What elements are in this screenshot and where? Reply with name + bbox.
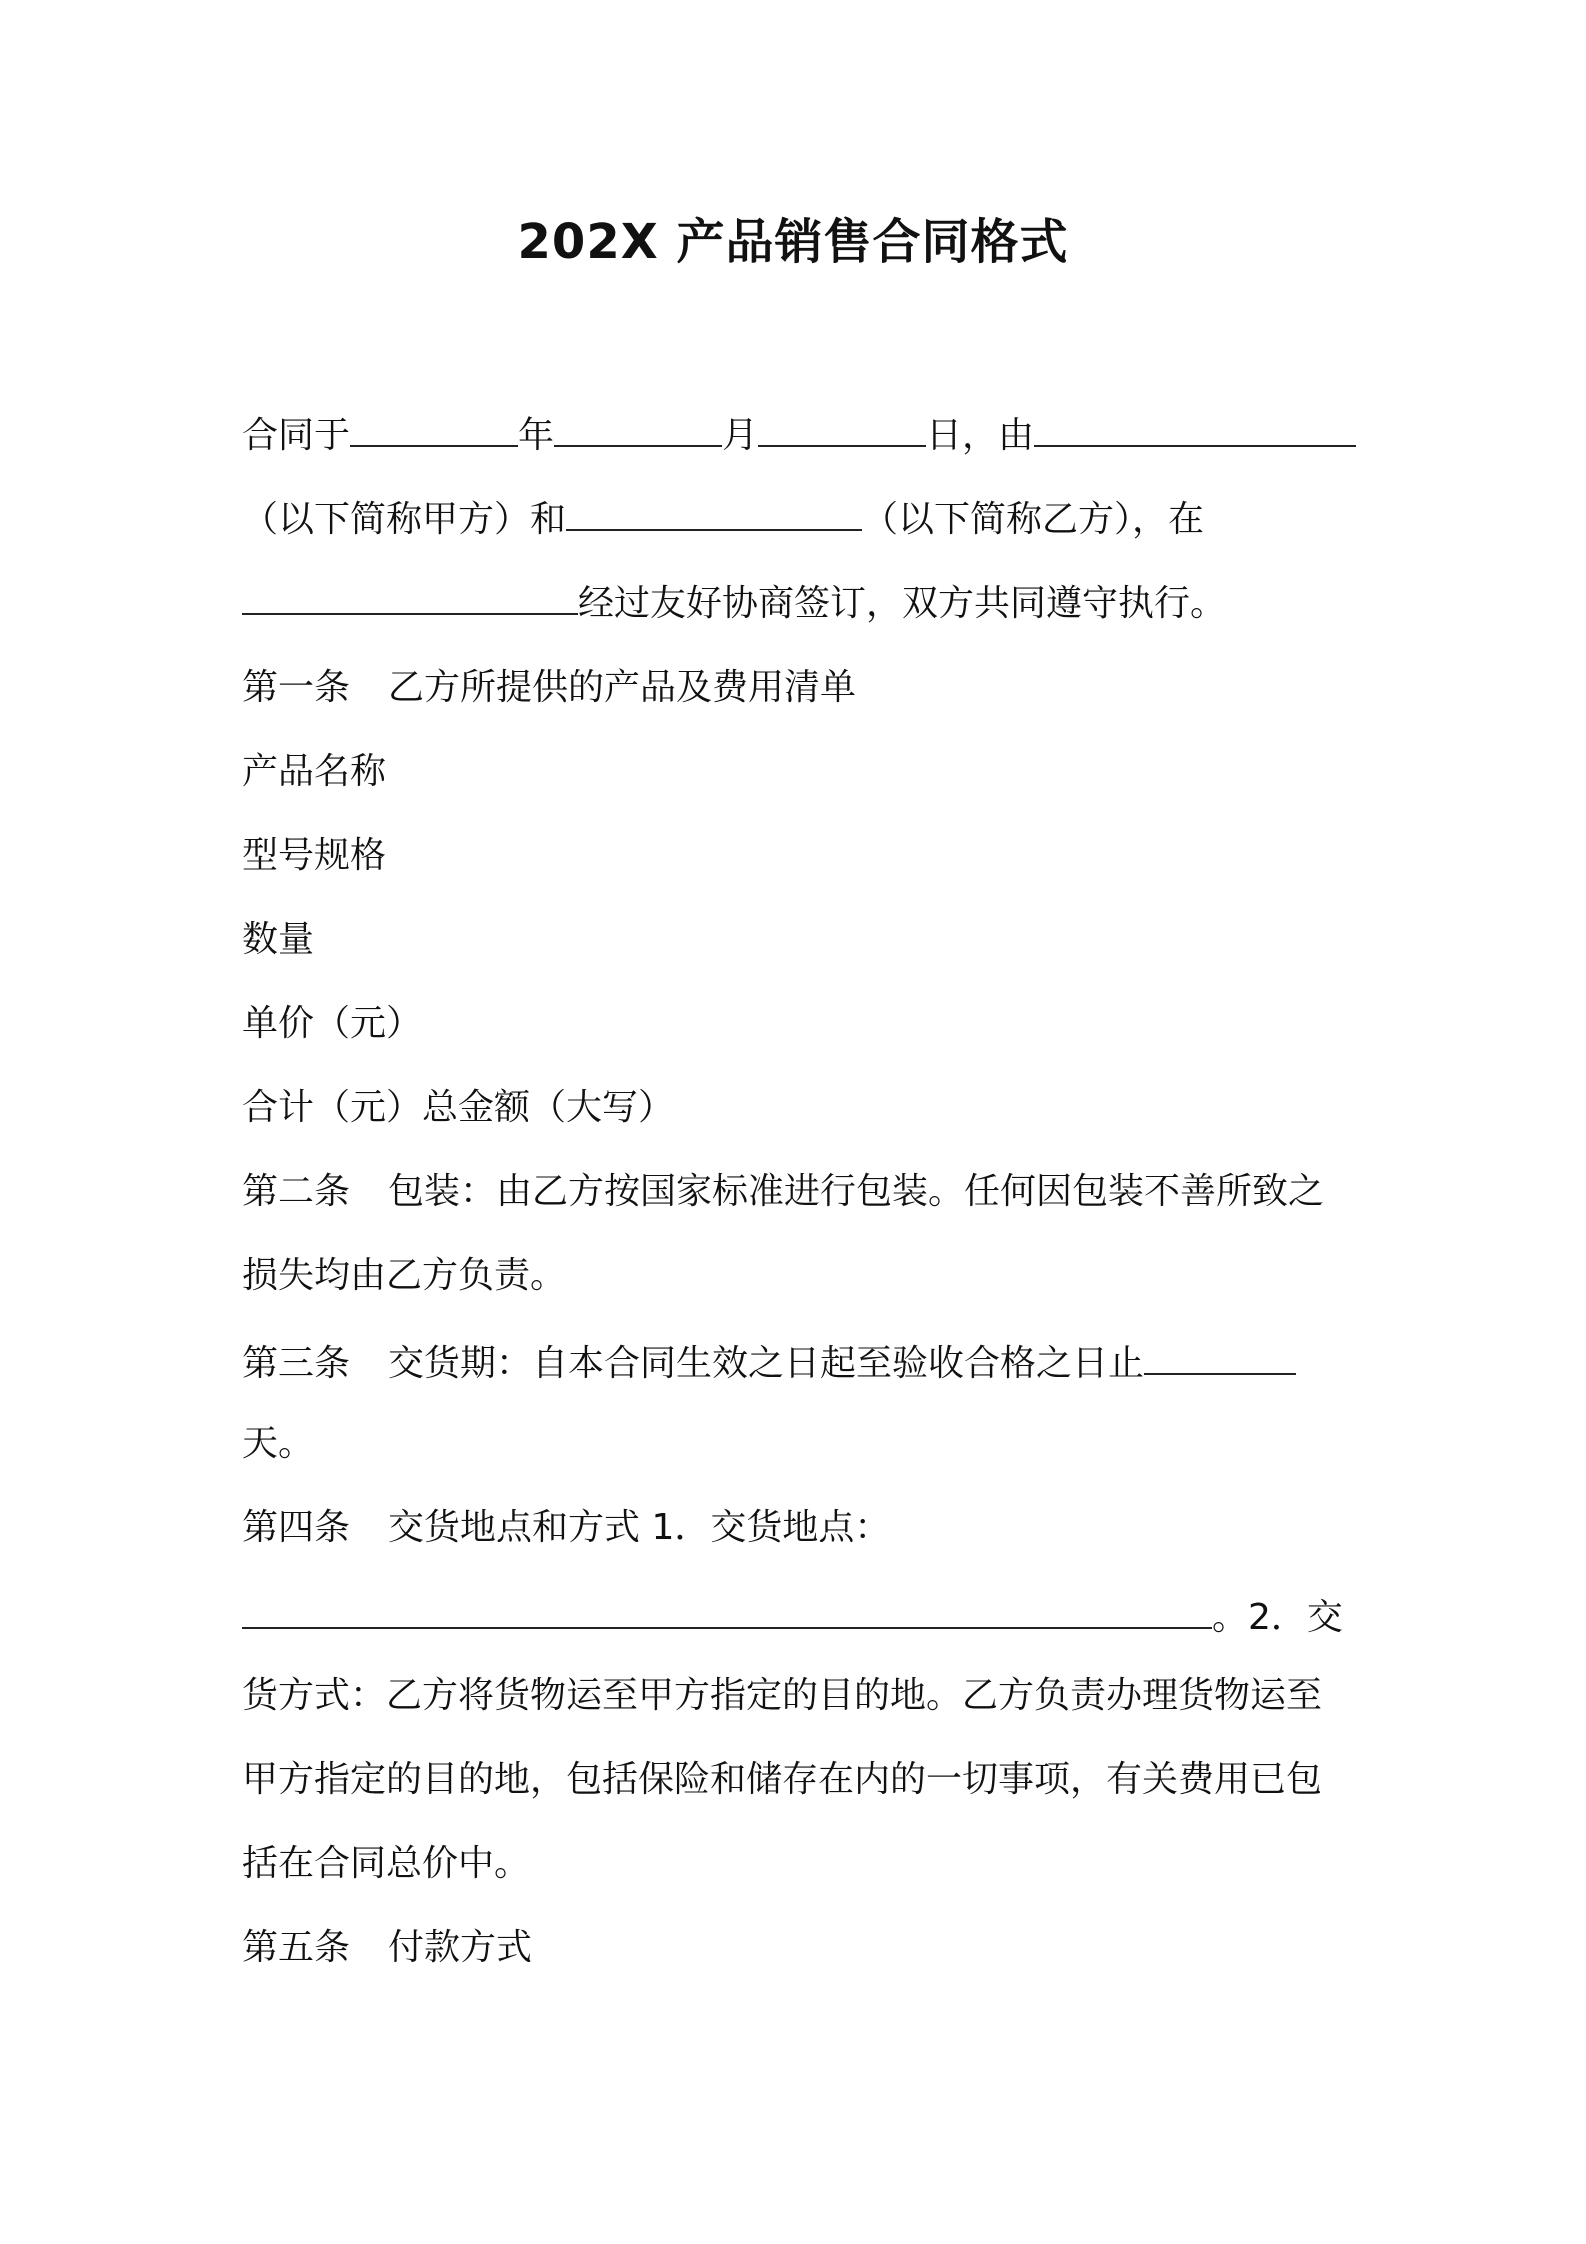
article-4-line-4: 甲方指定的目的地，包括保险和储存在内的一切事项，有关费用已包 bbox=[242, 1759, 1323, 1800]
list-item: 数量 bbox=[242, 919, 315, 960]
article-2-line-1 bbox=[242, 1168, 1324, 1216]
article-1-heading bbox=[242, 664, 856, 712]
article-3-line-1 bbox=[242, 1340, 1296, 1388]
article-3-line-2: 天。 bbox=[242, 1423, 315, 1464]
blank-party-b bbox=[566, 499, 862, 531]
intro-text: 年 bbox=[518, 415, 555, 456]
document-title: 202X 产品销售合同格式 bbox=[517, 214, 1069, 270]
article-title: 乙方所提供的产品及费用清单 bbox=[388, 667, 857, 708]
intro-text: 日，由 bbox=[926, 415, 1035, 456]
blank-month bbox=[554, 415, 722, 447]
article-text: 包装：由乙方按国家标准进行包装。任何因包装不善所致之 bbox=[388, 1171, 1325, 1212]
intro-text: （以下简称乙方），在 bbox=[862, 499, 1205, 540]
article-4-line-1 bbox=[242, 1504, 890, 1552]
article-number: 第三条 bbox=[242, 1343, 351, 1384]
article-number: 第一条 bbox=[242, 667, 351, 708]
intro-line-1 bbox=[242, 412, 1356, 460]
article-text: 交货地点和方式 1．交货地点： bbox=[388, 1507, 891, 1548]
blank-delivery-place bbox=[242, 1597, 1212, 1629]
article-4-line-2 bbox=[242, 1594, 1343, 1642]
article-title: 付款方式 bbox=[388, 1927, 533, 1968]
list-item: 单价（元） bbox=[242, 1003, 423, 1044]
intro-text: 月 bbox=[722, 415, 759, 456]
blank-party-a bbox=[1034, 415, 1356, 447]
intro-line-3 bbox=[242, 580, 1226, 628]
article-text: 。2．交 bbox=[1212, 1597, 1343, 1638]
intro-line-2 bbox=[242, 496, 1204, 544]
blank-year bbox=[350, 415, 518, 447]
list-item: 产品名称 bbox=[242, 751, 387, 792]
list-item: 型号规格 bbox=[242, 835, 387, 876]
article-text: 交货期：自本合同生效之日起至验收合格之日止 bbox=[388, 1343, 1145, 1384]
article-5-heading bbox=[242, 1924, 532, 1972]
blank-days bbox=[1144, 1343, 1296, 1375]
blank-place bbox=[242, 583, 578, 615]
article-number: 第四条 bbox=[242, 1507, 351, 1548]
intro-text: 经过友好协商签订，双方共同遵守执行。 bbox=[578, 583, 1227, 624]
article-4-line-5: 括在合同总价中。 bbox=[242, 1843, 531, 1884]
article-4-line-3: 货方式：乙方将货物运至甲方指定的目的地。乙方负责办理货物运至 bbox=[242, 1675, 1323, 1716]
blank-day bbox=[758, 415, 926, 447]
list-item: 合计（元）总金额（大写） bbox=[242, 1087, 675, 1128]
article-2-line-2: 损失均由乙方负责。 bbox=[242, 1255, 567, 1296]
intro-text: 合同于 bbox=[242, 415, 351, 456]
intro-text: （以下简称甲方）和 bbox=[242, 499, 567, 540]
article-number: 第五条 bbox=[242, 1927, 351, 1968]
article-number: 第二条 bbox=[242, 1171, 351, 1212]
